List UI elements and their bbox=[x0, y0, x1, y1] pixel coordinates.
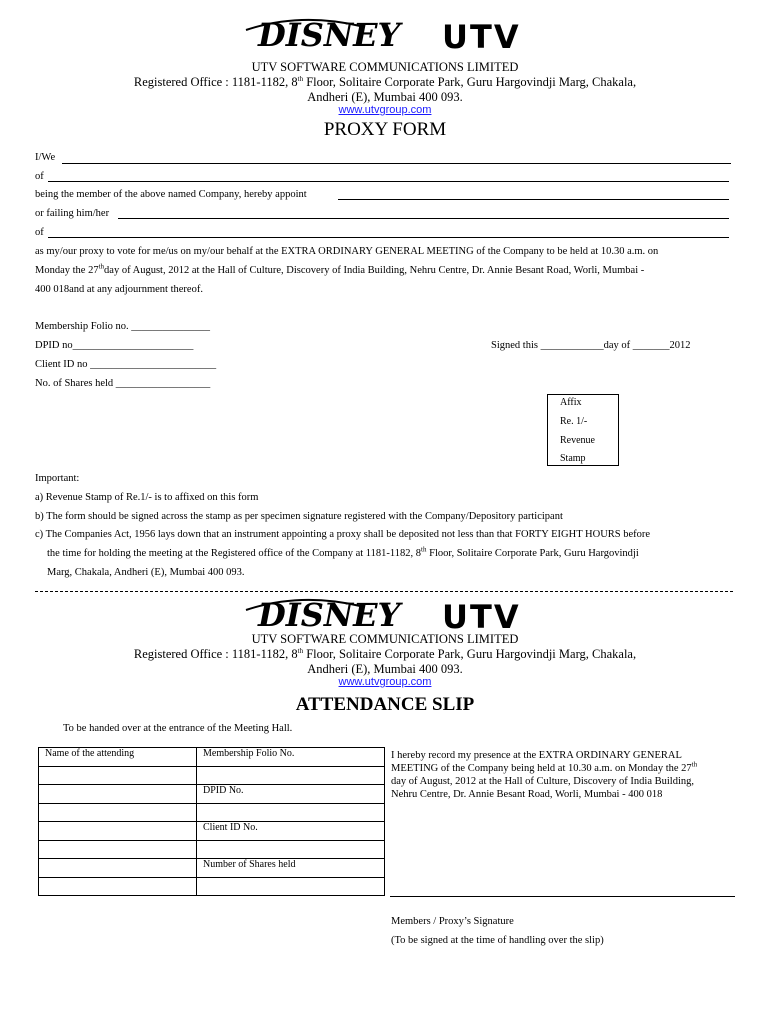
disney-utv-logo bbox=[0, 594, 770, 634]
disney-utv-logo bbox=[0, 14, 770, 54]
table-cell[interactable] bbox=[197, 803, 385, 822]
failing-field[interactable] bbox=[118, 218, 729, 219]
table-row bbox=[39, 803, 385, 822]
of2-field[interactable] bbox=[48, 237, 729, 238]
client-id-field[interactable]: Client ID no ________________________ bbox=[35, 359, 217, 370]
handed-over-note: To be handed over at the entrance of the Meeting Hall. bbox=[63, 723, 293, 734]
failing-label: or failing him/her bbox=[35, 208, 110, 219]
note-a: a) Revenue Stamp of Re.1/- is to affixed on this form bbox=[35, 492, 259, 503]
signature-label: Members / Proxy’s Signature bbox=[391, 916, 514, 927]
table-cell[interactable] bbox=[39, 859, 197, 878]
iwe-label: I/We bbox=[35, 152, 56, 163]
table-row bbox=[39, 748, 385, 767]
signature-line[interactable] bbox=[390, 896, 735, 897]
table-row bbox=[39, 766, 385, 785]
website-link[interactable]: www.utvgroup.com bbox=[338, 676, 432, 688]
registered-office-line2: Andheri (E), Mumbai 400 093. bbox=[307, 90, 463, 104]
utv-wordmark: UTV bbox=[442, 598, 521, 634]
table-cell[interactable] bbox=[39, 840, 197, 859]
table-cell[interactable] bbox=[39, 766, 197, 785]
website-link[interactable]: www.utvgroup.com bbox=[338, 104, 432, 116]
registered-office-line2: Andheri (E), Mumbai 400 093. bbox=[307, 662, 463, 676]
of2-label: of bbox=[35, 227, 44, 238]
table-cell[interactable] bbox=[197, 877, 385, 896]
stamp-line: Re. 1/- bbox=[560, 416, 588, 427]
utv-wordmark: UTV bbox=[442, 18, 521, 54]
important-heading: Important: bbox=[35, 473, 80, 484]
table-row bbox=[39, 840, 385, 859]
iwe-field[interactable] bbox=[62, 163, 731, 164]
shares-field[interactable]: No. of Shares held __________________ bbox=[35, 378, 211, 389]
table-row bbox=[39, 877, 385, 896]
stamp-line: Stamp bbox=[560, 453, 586, 464]
attendance-slip-title: ATTENDANCE SLIP bbox=[295, 694, 475, 715]
revenue-stamp-box bbox=[547, 394, 619, 466]
table-cell[interactable]: Client ID No. bbox=[197, 822, 385, 841]
note-c-line3: Marg, Chakala, Andheri (E), Mumbai 400 093. bbox=[47, 567, 245, 578]
proxy-form-title: PROXY FORM bbox=[323, 119, 447, 140]
table-cell[interactable] bbox=[197, 766, 385, 785]
company-name: UTV SOFTWARE COMMUNICATIONS LIMITED bbox=[251, 632, 519, 646]
note-c-line1: c) The Companies Act, 1956 lays down that an instrument appointing a proxy shall be deposited not less than that FORTY EIGHT HOURS before bbox=[35, 529, 651, 540]
table-cell[interactable]: Name of the attending bbox=[39, 748, 197, 767]
signed-field[interactable]: Signed this ____________day of _______2012 bbox=[491, 340, 691, 351]
table-cell[interactable] bbox=[39, 822, 197, 841]
disney-wordmark: DISNEY bbox=[258, 16, 401, 54]
table-cell[interactable]: DPID No. bbox=[197, 785, 385, 804]
table-row bbox=[39, 785, 385, 804]
proxy-para-line2: Monday the 27thday of August, 2012 at the Hall of Culture, Discovery of India Building, Nehru Centre, Dr. Annie Besant Road, Worli, Mumbai - bbox=[35, 262, 645, 276]
table-row bbox=[39, 859, 385, 878]
record-line2: MEETING of the Company being held at 10.30 a.m. on Monday the 27th bbox=[391, 760, 698, 774]
attendance-table bbox=[38, 747, 385, 896]
folio-field[interactable]: Membership Folio no. _______________ bbox=[35, 321, 210, 332]
dpid-field[interactable]: DPID no_______________________ bbox=[35, 340, 194, 351]
registered-office: Registered Office : 1181-1182, 8th Floor, Solitaire Corporate Park, Guru Hargovindji Marg, Chakala, bbox=[133, 646, 637, 661]
table-cell[interactable] bbox=[197, 840, 385, 859]
table-row bbox=[39, 822, 385, 841]
table-cell[interactable] bbox=[39, 803, 197, 822]
table-cell[interactable] bbox=[39, 877, 197, 896]
stamp-line: Revenue bbox=[560, 435, 595, 446]
member-label: being the member of the above named Company, hereby appoint bbox=[35, 189, 307, 200]
of-label: of bbox=[35, 171, 44, 182]
stamp-line: Affix bbox=[560, 397, 582, 408]
record-line1: I hereby record my presence at the EXTRA ORDINARY GENERAL bbox=[391, 750, 682, 761]
table-cell[interactable]: Number of Shares held bbox=[197, 859, 385, 878]
record-line4: Nehru Centre, Dr. Annie Besant Road, Worli, Mumbai - 400 018 bbox=[391, 789, 663, 800]
registered-office: Registered Office : 1181-1182, 8th Floor, Solitaire Corporate Park, Guru Hargovindji Marg, Chakala, bbox=[133, 74, 637, 89]
note-c-line2: the time for holding the meeting at the Registered office of the Company at 1181-1182, 8th Floor, Solitaire Corporate Park, Guru Hargovindji bbox=[47, 545, 639, 559]
table-cell[interactable] bbox=[39, 785, 197, 804]
proxy-para-line1: as my/our proxy to vote for me/us on my/our behalf at the EXTRA ORDINARY GENERAL MEETING of the Company to be held at 10.30 a.m. on bbox=[35, 246, 659, 257]
record-line3: day of August, 2012 at the Hall of Culture, Discovery of India Building, bbox=[391, 776, 694, 787]
proxy-para-line3: 400 018and at any adjournment thereof. bbox=[35, 284, 203, 295]
company-name: UTV SOFTWARE COMMUNICATIONS LIMITED bbox=[251, 60, 519, 74]
cut-line-divider bbox=[35, 591, 733, 592]
of-field[interactable] bbox=[48, 181, 729, 182]
table-cell[interactable]: Membership Folio No. bbox=[197, 748, 385, 767]
disney-wordmark: DISNEY bbox=[258, 596, 401, 634]
appoint-field[interactable] bbox=[338, 199, 729, 200]
signature-note: (To be signed at the time of handling over the slip) bbox=[391, 935, 604, 946]
note-b: b) The form should be signed across the stamp as per specimen signature registered with the Company/Depository participant bbox=[35, 511, 563, 522]
